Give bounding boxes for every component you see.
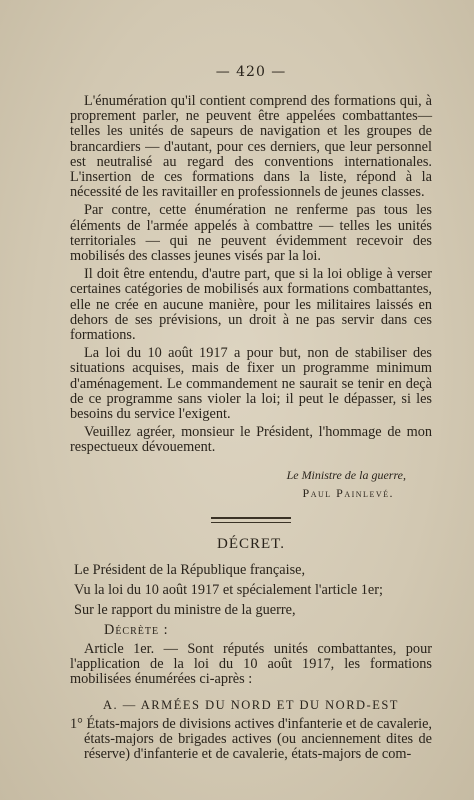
letter-body [70,94,432,763]
article-1: Article 1er. — Sont réputés unités combattantes, pour l'application de la loi du 10 août 1917, les formations mobilisées énumérées ci-après : [70,641,432,688]
signature-role: Le Ministre de la guerre, [286,467,406,482]
decret-line-vu: Vu la loi du 10 août 1917 et spécialement l'article 1er; [74,582,384,599]
decrete-label: Décrète : [104,622,169,639]
decret-line-president: Le Président de la République française, [74,562,306,579]
paragraph-5: Veuillez agréer, monsieur le Président, l'hommage de mon respectueux dévouement. [70,424,432,456]
page-number: — 420 — [215,64,287,80]
decret-title: DÉCRET. [217,535,285,552]
decret-line-rapport: Sur le rapport du ministre de la guerre, [74,602,296,619]
paragraph-2: Par contre, cette énumération ne renferme pas tous les éléments de l'armée appelés à combattre — telles les unités territoriales — qui ne peuvent évidemment recevoir des mobilisés des classes jeunes visés par la loi. [70,202,432,265]
section-divider [211,517,291,523]
signature-name: Paul Painlevé. [302,485,394,500]
section-title: A. — ARMÉES DU NORD ET DU NORD-EST [103,697,399,712]
paragraph-1: L'énumération qu'il contient comprend des formations qui, à proprement parler, ne peuvent être appelées combattantes— telles les unités de sapeurs de navigation et les groupes de brancardiers — d'autant, pour ces derniers, que leur personnel est neutralisé au regard des conventions internationales. L'insertion de ces formations dans la liste, répond à la nécessité de les ravitailler en professionnels de jeunes classes. [70,93,432,201]
signature-block [70,468,432,501]
paragraph-3: Il doit être entendu, d'autre part, que si la loi oblige à verser certaines catégories de mobilisés aux formations combattantes, elle ne crée en aucune manière, pour les militaires laissés en dehors de ses prévisions, un droit à ne pas servir dans ces formations. [70,266,432,344]
list-item: 1° États-majors de divisions actives d'infanterie et de cavalerie, états-majors de brigades actives (ou anciennement dites de réserve) d'infanterie et de cavalerie, états-majors de com- [70,715,433,763]
paragraph-4: La loi du 10 août 1917 a pour but, non de stabiliser des situations acquises, mais de fixer un programme minimum d'aménagement. Le commandement ne saurait se tenir en deçà de ce programme sans violer la loi; il peut le dépasser, si les besoins du service l'exigent. [70,345,432,423]
